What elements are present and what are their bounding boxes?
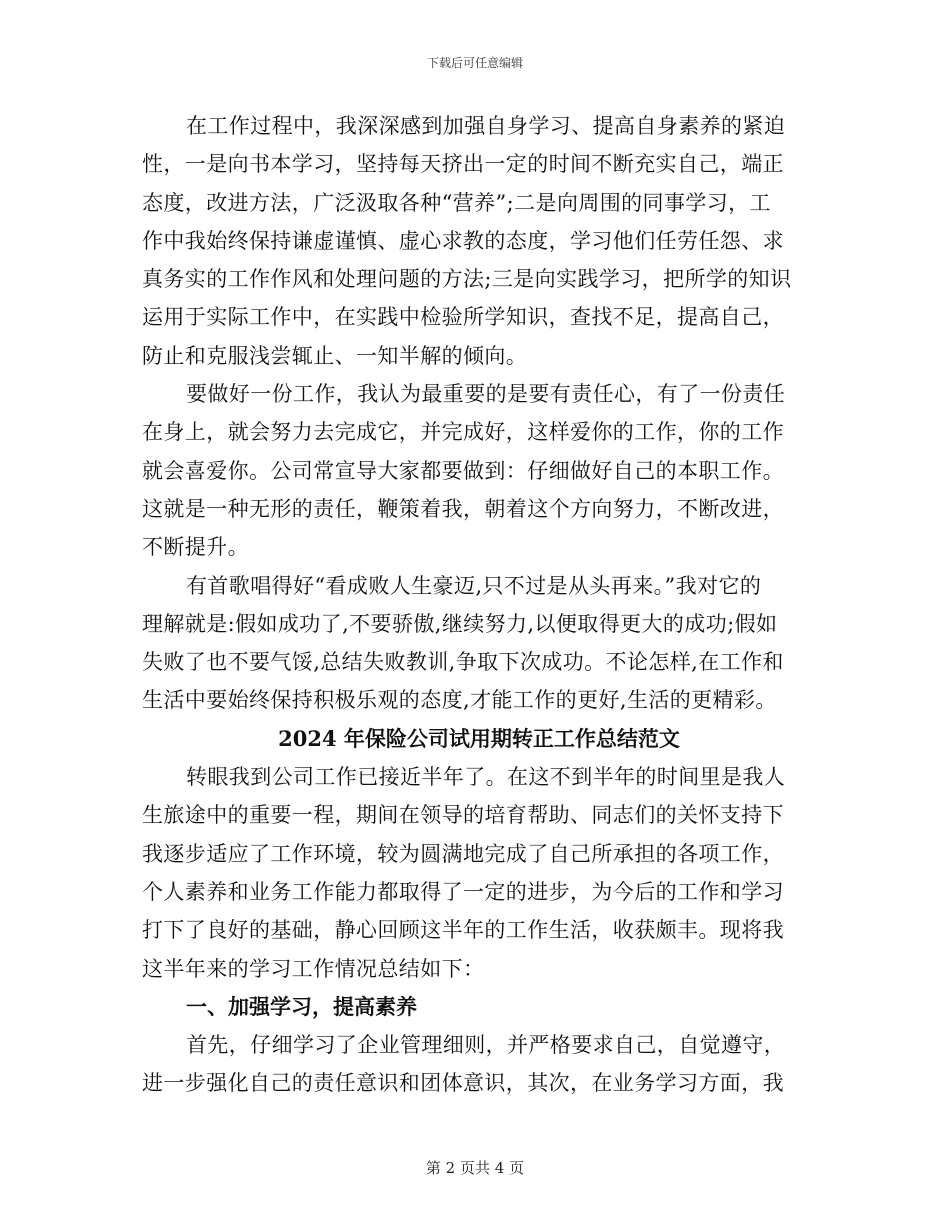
paragraph-line: 生活中要始终保持积极乐观的态度,才能工作的更好,生活的更精彩。 — [142, 688, 777, 713]
paragraph-line: 态度，改进方法，广泛汲取各种“营养”;二是向周围的同事学习，工 — [142, 190, 771, 215]
paragraph-line: 在工作过程中，我深深感到加强自身学习、提高自身素养的紧迫 — [186, 114, 786, 138]
page-footer: 第 2 页共 4 页 — [425, 1159, 525, 1177]
paragraph-line: 打下了良好的基础，静心回顾这半年的工作生活，收获颇丰。现将我 — [142, 918, 784, 943]
paragraph-line: 首先，仔细学习了企业管理细则，并严格要求自己，自觉遵守， — [186, 1033, 786, 1058]
paragraph-line: 进一步强化自己的责任意识和团体意识，其次，在业务学习方面，我 — [142, 1071, 784, 1096]
document-body — [142, 107, 802, 1103]
paragraph-line: 个人素养和业务工作能力都取得了一定的进步，为今后的工作和学习 — [142, 879, 784, 904]
paragraph-line: 真务实的工作作风和处理问题的方法;三是向实践学习，把所学的知识 — [142, 267, 792, 292]
paragraph-line: 性，一是向书本学习，坚持每天挤出一定的时间不断充实自己，端正 — [142, 152, 784, 177]
paragraph-line: 转眼我到公司工作已接近半年了。在这不到半年的时间里是我人 — [186, 765, 786, 790]
page-header: 下载后可任意编辑 — [426, 56, 523, 70]
paragraph-line: 要做好一份工作，我认为最重要的是要有责任心，有了一份责任 — [186, 382, 786, 407]
paragraph-line: 作中我始终保持谦虚谨慎、虚心求教的态度，学习他们任劳任怨、求 — [142, 228, 784, 253]
paragraph-line: 在身上，就会努力去完成它，并完成好，这样爱你的工作，你的工作 — [142, 420, 784, 445]
paragraph-line: 防止和克服浅尝辄止、一知半解的倾向。 — [142, 343, 528, 368]
paragraph-line: 这半年来的学习工作情况总结如下： — [142, 956, 485, 981]
paragraph-line: 生旅途中的重要一程，期间在领导的培育帮助、同志们的关怀支持下 — [142, 803, 784, 828]
subsection-heading: 一、加强学习，提高素养 — [186, 993, 417, 1019]
paragraph-line: 运用于实际工作中，在实践中检验所学知识，查找不足，提高自己， — [142, 305, 784, 330]
paragraph-line: 不断提升。 — [142, 535, 249, 560]
paragraph-line: 就会喜爱你。公司常宣导大家都要做到：仔细做好自己的本职工作。 — [142, 458, 784, 483]
paragraph-line: 我逐步适应了工作环境，较为圆满地完成了自己所承担的各项工作， — [142, 841, 784, 866]
section-title: 2024 年保险公司试用期转正工作总结范文 — [278, 725, 680, 751]
paragraph-line: 这就是一种无形的责任，鞭策着我，朝着这个方向努力，不断改进， — [142, 496, 784, 521]
paragraph-line: 有首歌唱得好“看成败人生豪迈,只不过是从头再来。”我对它的 — [186, 573, 762, 598]
paragraph-line: 失败了也不要气馁,总结失败教训,争取下次成功。不论怎样,在工作和 — [142, 650, 784, 675]
paragraph-line: 理解就是:假如成功了,不要骄傲,继续努力,以便取得更大的成功;假如 — [142, 611, 778, 636]
